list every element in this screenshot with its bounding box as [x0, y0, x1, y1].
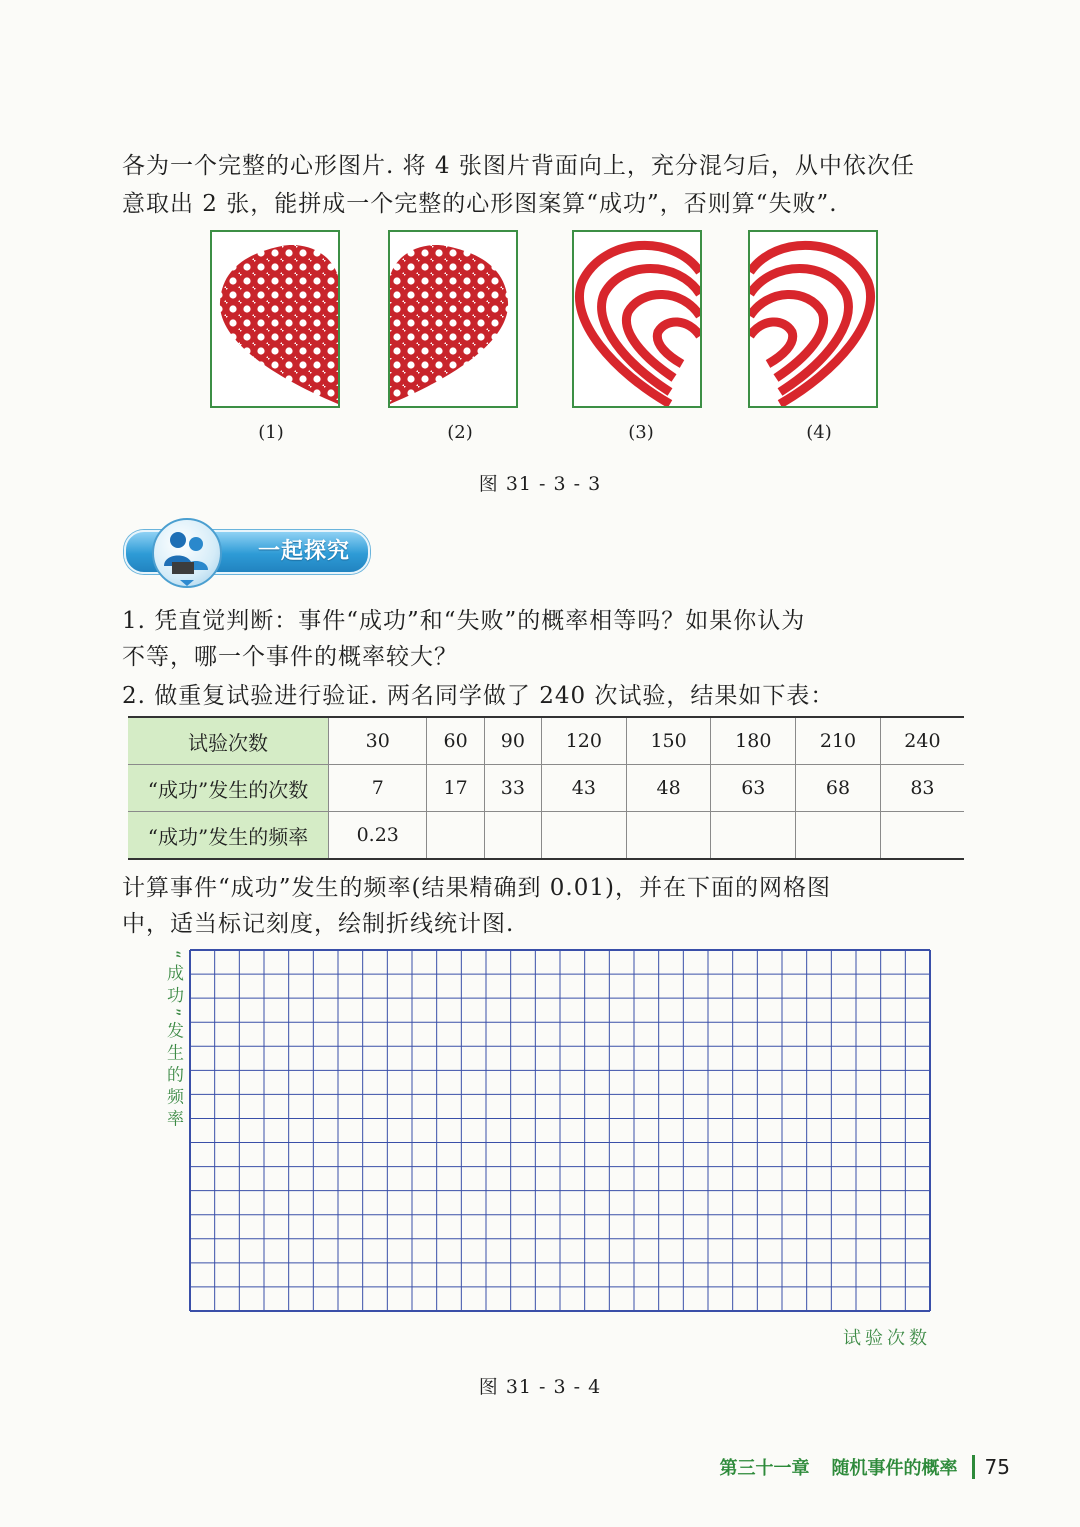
table-cell-empty: [484, 812, 541, 860]
table-cell: 68: [796, 765, 881, 812]
blank-grid-chart: [189, 949, 931, 1312]
table-cell: 17: [427, 765, 484, 812]
table-cell: 120: [542, 717, 627, 765]
footer-divider: [972, 1455, 975, 1479]
row-header: 试验次数: [128, 717, 329, 765]
table-cell: 240: [880, 717, 964, 765]
caption-1: (1): [258, 422, 284, 443]
table-cell: 90: [484, 717, 541, 765]
table-cell: 30: [329, 717, 427, 765]
table-cell: 0.23: [329, 812, 427, 860]
table-cell: 83: [880, 765, 964, 812]
table-cell: 7: [329, 765, 427, 812]
banner-label: 一起探究: [258, 539, 351, 564]
instruction-line-1: 计算事件“成功”发生的频率(结果精确到 0.01)，并在下面的网格图: [122, 875, 831, 901]
table-cell-empty: [427, 812, 484, 860]
intro-line-2: 意取出 2 张，能拼成一个完整的心形图案算“成功”，否则算“失败”.: [122, 191, 838, 217]
table-row-frequencies: [128, 812, 964, 860]
left-half-striped-heart-image: [572, 230, 702, 408]
left-half-lace-heart-image: [210, 230, 340, 408]
experiment-results-table: [128, 716, 964, 860]
figure-caption-31-3-4: 图 31 - 3 - 4: [478, 1376, 602, 1398]
table-row-successes: [128, 765, 964, 812]
right-half-lace-heart-image: [388, 230, 518, 408]
chapter-label: 第三十一章: [719, 1458, 810, 1479]
row-header: “成功”发生的次数: [128, 765, 329, 812]
table-cell: 180: [711, 717, 796, 765]
table-cell: 43: [542, 765, 627, 812]
section-label: 随机事件的概率: [831, 1458, 958, 1479]
x-axis-label: 试验次数: [843, 1328, 931, 1349]
table-cell-empty: [711, 812, 796, 860]
figure-caption-31-3-3: 图 31 - 3 - 3: [478, 473, 602, 495]
table-cell: 33: [484, 765, 541, 812]
page-number: 75: [984, 1455, 1010, 1479]
table-cell: 150: [626, 717, 711, 765]
table-cell-empty: [626, 812, 711, 860]
table-cell: 210: [796, 717, 881, 765]
caption-2: (2): [447, 422, 473, 443]
intro-line-1: 各为一个完整的心形图片. 将 4 张图片背面向上，充分混匀后，从中依次任: [122, 153, 915, 179]
question-1-line-2: 不等，哪一个事件的概率较大？: [122, 644, 458, 670]
table-cell-empty: [796, 812, 881, 860]
instruction-line-2: 中，适当标记刻度，绘制折线统计图.: [122, 911, 515, 937]
table-cell: 60: [427, 717, 484, 765]
heart-puzzle-figure: [0, 230, 1080, 450]
table-row-trials: [128, 717, 964, 765]
table-cell-empty: [880, 812, 964, 860]
caption-4: (4): [806, 422, 832, 443]
question-1-line-1: 1. 凭直觉判断：事件“成功”和“失败”的概率相等吗？如果你认为: [122, 608, 806, 634]
grid-lines: [189, 949, 931, 1312]
table-cell: 63: [711, 765, 796, 812]
two-people-computer-icon: [152, 518, 222, 588]
explore-together-banner: [120, 516, 370, 588]
question-2: 2. 做重复试验进行验证. 两名同学做了 240 次试验，结果如下表：: [122, 683, 835, 709]
caption-3: (3): [628, 422, 654, 443]
y-axis-label: “成功”发生的频率: [163, 950, 183, 1132]
right-half-striped-heart-image: [748, 230, 878, 408]
table-cell-empty: [542, 812, 627, 860]
row-header: “成功”发生的频率: [128, 812, 329, 860]
page-footer: [720, 1450, 1010, 1484]
table-cell: 48: [626, 765, 711, 812]
